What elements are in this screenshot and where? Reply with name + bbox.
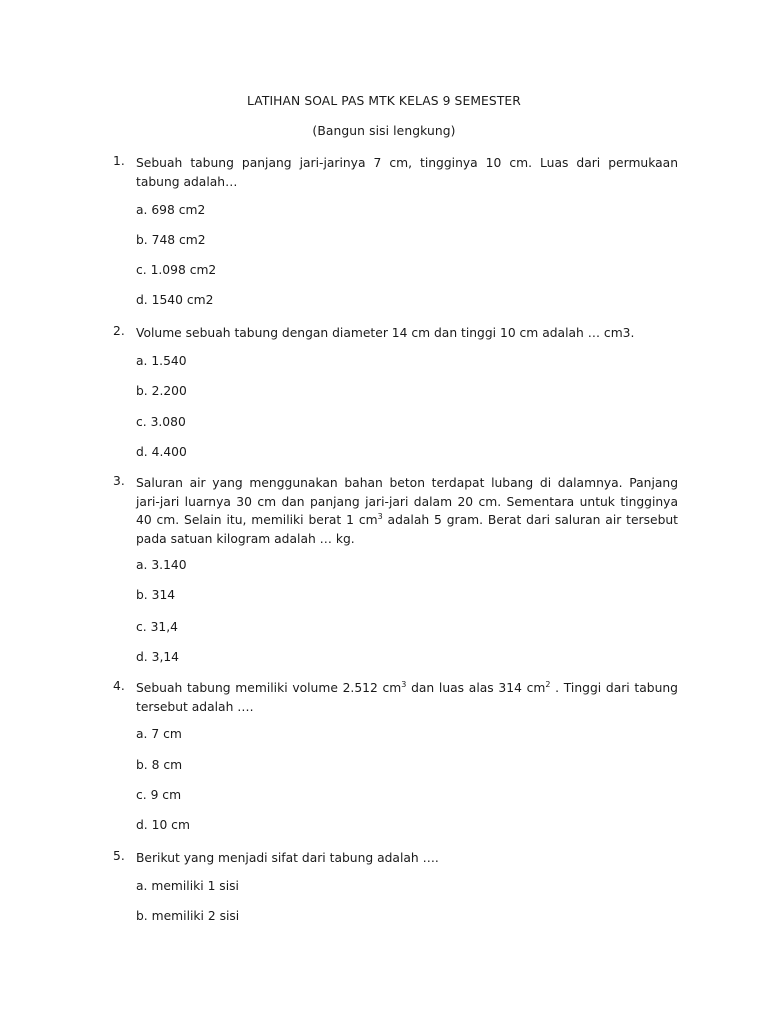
question-2-number: 2.	[113, 324, 125, 338]
question-3-option-c: c. 31,4	[136, 620, 178, 634]
cubic-superscript: 3	[377, 512, 383, 521]
cubic-superscript: 3	[401, 680, 407, 689]
question-4-text-part-1: Sebuah tabung memiliki volume 2.512 cm	[136, 681, 402, 695]
question-5-option-a: a. memiliki 1 sisi	[136, 879, 239, 893]
question-1-option-a: a. 698 cm2	[136, 203, 206, 217]
question-3-text-part-2: adalah 5 gram. Berat dari saluran air tersebut pada satuan kilogram adalah … kg.	[136, 513, 678, 546]
question-4-text-part-2: dan luas alas 314 cm	[406, 681, 546, 695]
question-4-text	[136, 679, 678, 716]
question-2-option-b: b. 2.200	[136, 384, 187, 398]
question-3-text-part-1: Saluran air yang menggunakan bahan beton terdapat lubang di dalamnya. Panjang jari-jari luarnya 30 cm dan panjang jari-jari dalam 20 cm. Sementara untuk tingginya 40 cm. Selain itu, memiliki berat 1 cm	[136, 476, 678, 527]
question-5-text: Berikut yang menjadi sifat dari tabung adalah ….	[136, 851, 439, 865]
question-1-option-b: b. 748 cm2	[136, 233, 206, 247]
question-4-text-part-3: . Tinggi dari tabung tersebut adalah ….	[136, 681, 678, 714]
question-1-option-d: d. 1540 cm2	[136, 293, 214, 307]
question-4-option-a: a. 7 cm	[136, 727, 182, 741]
question-3-number: 3.	[113, 474, 125, 488]
question-1-option-c: c. 1.098 cm2	[136, 263, 217, 277]
question-3-option-a: a. 3.140	[136, 558, 187, 572]
question-1-text: Sebuah tabung panjang jari-jarinya 7 cm, tingginya 10 cm. Luas dari permukaan tabung adalah…	[136, 156, 678, 189]
question-3-text	[136, 474, 678, 548]
question-2-option-c: c. 3.080	[136, 415, 186, 429]
page-title: LATIHAN SOAL PAS MTK KELAS 9 SEMESTER	[247, 94, 521, 108]
question-4-number: 4.	[113, 679, 125, 693]
question-2-option-a: a. 1.540	[136, 354, 187, 368]
question-2-option-d: d. 4.400	[136, 445, 187, 459]
question-4-option-d: d. 10 cm	[136, 818, 190, 832]
question-3-option-d: d. 3,14	[136, 650, 180, 664]
question-5-number: 5.	[113, 849, 125, 863]
page-subtitle: (Bangun sisi lengkung)	[312, 124, 456, 138]
question-3-option-b: b. 314	[136, 588, 176, 602]
question-5-option-b: b. memiliki 2 sisi	[136, 909, 240, 923]
question-2-text: Volume sebuah tabung dengan diameter 14 cm dan tinggi 10 cm adalah … cm3.	[136, 326, 635, 340]
question-4-option-c: c. 9 cm	[136, 788, 182, 802]
square-superscript: 2	[545, 680, 551, 689]
question-1-number: 1.	[113, 154, 125, 168]
question-4-option-b: b. 8 cm	[136, 758, 183, 772]
